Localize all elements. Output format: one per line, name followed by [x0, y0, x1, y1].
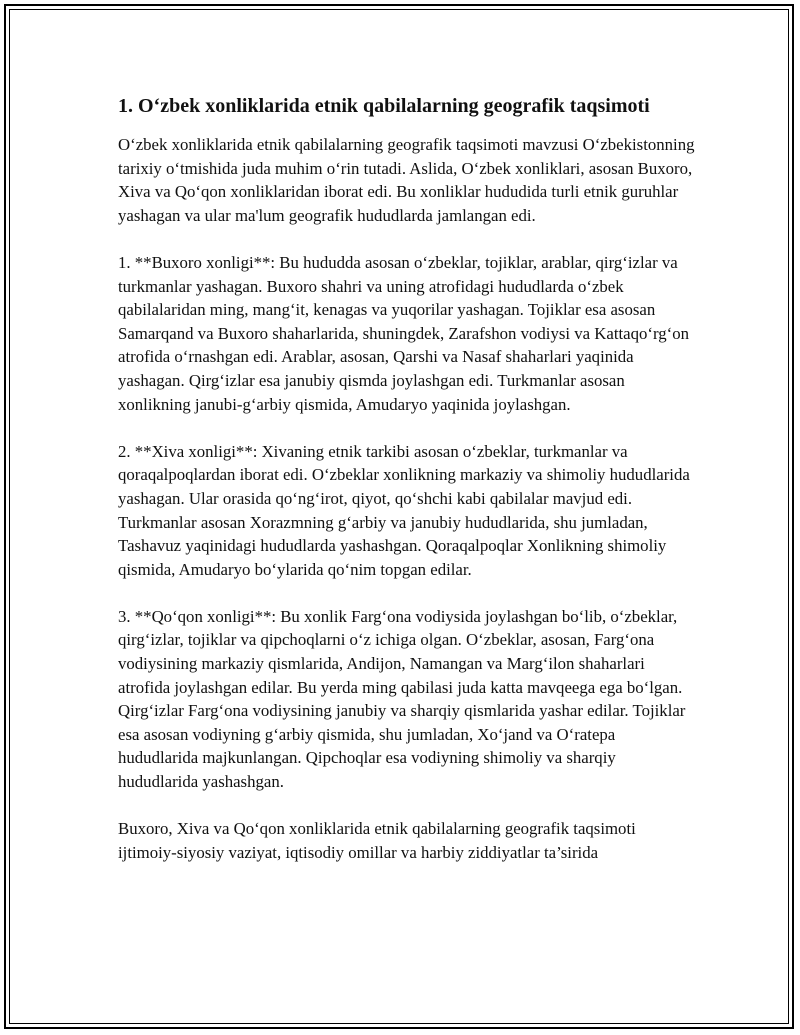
buxoro-paragraph: 1. **Buxoro xonligi**: Bu hududda asosan o‘zbeklar, tojiklar, arablar, qirg‘izlar va turkmanlar yashagan. Buxoro shahri va uning atrofidagi hududlarda o‘zbek qabilalaridan ming, mang‘it, kenagas va yuqorilar yashagan. Tojiklar esa asosan Samarqand va Buxoro shaharlarida, shuningdek, Zarafshon vodiysi va Kattaqo‘rg‘on atrofida o‘rnashgan edi. Arablar, asosan, Qarshi va Nasaf shaharlari yaqinida yashagan. Qirg‘izlar esa janubiy qismda joylashgan edi. Turkmanlar asosan xonlikning janubi-g‘arbiy qismida, Amudaryo yaqinida joylashgan. — [118, 252, 690, 414]
intro-paragraph: O‘zbek xonliklarida etnik qabilalarning geografik taqsimoti mavzusi O‘zbekistonning tarixiy o‘tmishida juda muhim o‘rin tutadi. Aslida, O‘zbek xonliklari, asosan Buxoro, Xiva va Qo‘qon xonliklaridan iborat edi. Bu xonliklar hududida turli etnik guruhlar yashagan va ular ma'lum geografik hududlarda jamlangan edi. — [118, 135, 695, 225]
conclusion-paragraph: Buxoro, Xiva va Qo‘qon xonliklarida etnik qabilalarning geografik taqsimoti ijtimoiy-siyosiy vaziyat, iqtisodiy omillar va harbiy ziddiyatlar ta’sirida — [118, 819, 636, 862]
document-title: 1. O‘zbek xonliklarida etnik qabilalarning geografik taqsimoti — [118, 95, 650, 117]
document-body — [118, 93, 698, 888]
xiva-paragraph: 2. **Xiva xonligi**: Xivaning etnik tarkibi asosan o‘zbeklar, turkmanlar va qoraqalpoqlardan iborat edi. O‘zbeklar xonlikning markaziy va shimoliy hududlarida yashagan. Ular orasida qo‘ng‘irot, qiyot, qo‘shchi kabi qabilalar mavjud edi. Turkmanlar asosan Xorazmning g‘arbiy va janubiy hududlarida, shu jumladan, Tashavuz yaqinidagi hududlarda yashashgan. Qoraqalpoqlar Xonlikning shimoliy qismida, Amudaryo bo‘ylarida qo‘nim topgan edilar. — [118, 441, 690, 579]
qoqon-paragraph: 3. **Qo‘qon xonligi**: Bu xonlik Farg‘ona vodiysida joylashgan bo‘lib, o‘zbeklar, qirg‘izlar, tojiklar va qipchoqlarni o‘z ichiga olgan. O‘zbeklar, asosan, Farg‘ona vodiysining markaziy qismlarida, Andijon, Namangan va Marg‘ilon shaharlari atrofida joylashgan edilar. Bu yerda ming qabilasi juda katta mavqeega ega bo‘lgan. Qirg‘izlar Farg‘ona vodiysining janubiy va sharqiy qismlarida yashar edilar. Tojiklar esa asosan vodiyning g‘arbiy qismida, shu jumladan, Xo‘jand va O‘ratepa hududlarida majkunlangan. Qipchoqlar esa vodiyning shimoliy va sharqiy hududlarida yashashgan. — [118, 606, 686, 792]
